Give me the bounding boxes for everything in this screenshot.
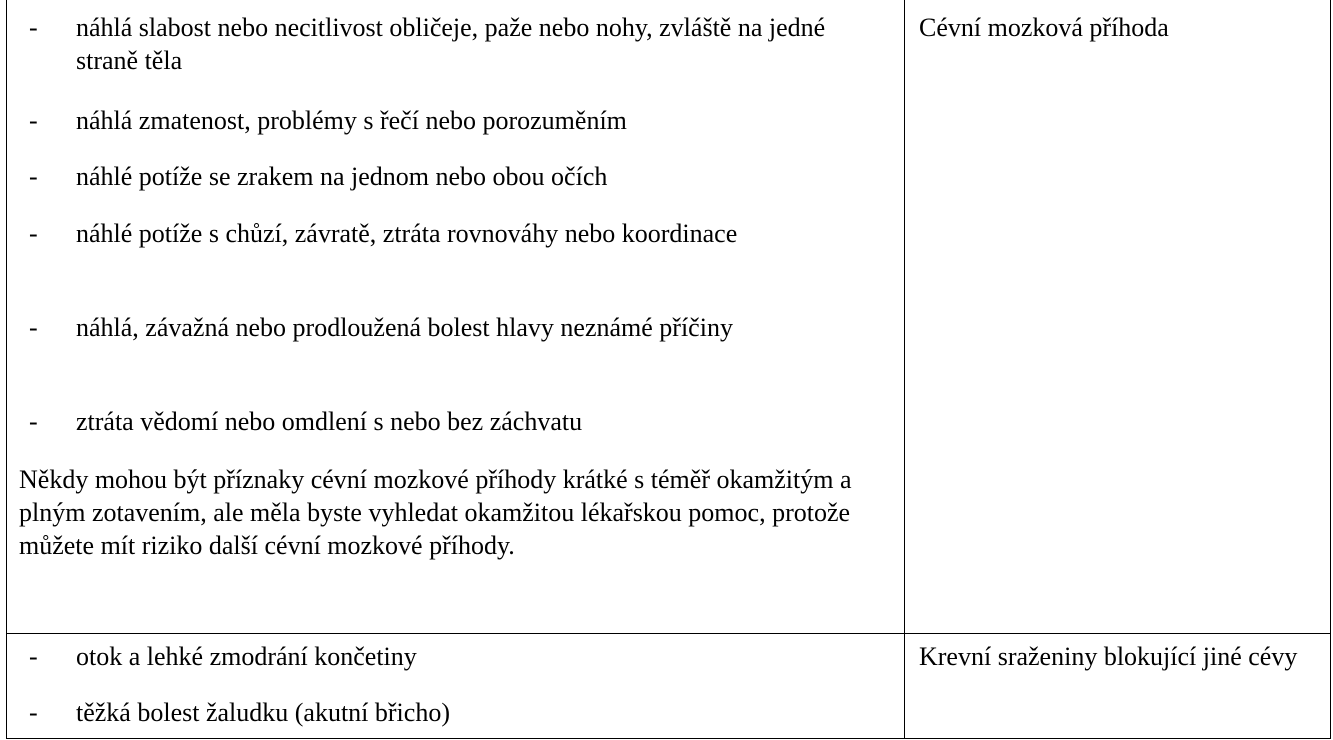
symptom-text: náhlá slabost nebo necitlivost obličeje, paže nebo nohy, zvláště na jedné straně těla [76, 13, 826, 75]
condition-cell [905, 0, 1331, 634]
symptom-text: těžká bolest žaludku (akutní břicho) [76, 698, 450, 727]
symptom-text: ztráta vědomí nebo omdlení s nebo bez záchvatu [76, 407, 583, 436]
symptom-table [6, 0, 1331, 739]
bullet-dash: - [29, 313, 38, 342]
table-row [7, 634, 1331, 739]
table-row [7, 0, 1331, 634]
symptom-text: náhlá zmatenost, problémy s řečí nebo porozuměním [76, 106, 627, 135]
bullet-dash: - [29, 13, 38, 42]
symptoms-cell [7, 0, 905, 634]
symptom-text: otok a lehké zmodrání končetiny [76, 642, 417, 671]
symptom-text: náhlá, závažná nebo prodloužená bolest hlavy neznámé příčiny [76, 313, 733, 342]
symptom-text: náhlé potíže s chůzí, závratě, ztráta rovnováhy nebo koordinace [76, 219, 738, 248]
symptom-text: náhlé potíže se zrakem na jednom nebo obou očích [76, 162, 608, 191]
condition-label: Krevní sraženiny blokující jiné cévy [919, 642, 1298, 671]
bullet-dash: - [29, 219, 38, 248]
symptoms-cell [7, 634, 905, 739]
condition-cell [905, 634, 1331, 739]
bullet-dash: - [29, 162, 38, 191]
bullet-dash: - [29, 698, 38, 727]
bullet-dash: - [29, 407, 38, 436]
bullet-dash: - [29, 642, 38, 671]
stroke-note: Někdy mohou být příznaky cévní mozkové příhody krátké s téměř okamžitým a plným zotavením, ale měla byste vyhledat okamžitou lékařskou pomoc, protože můžete mít riziko další cévní mozkové příhody. [19, 465, 852, 560]
bullet-dash: - [29, 106, 38, 135]
condition-label: Cévní mozková příhoda [919, 13, 1169, 42]
